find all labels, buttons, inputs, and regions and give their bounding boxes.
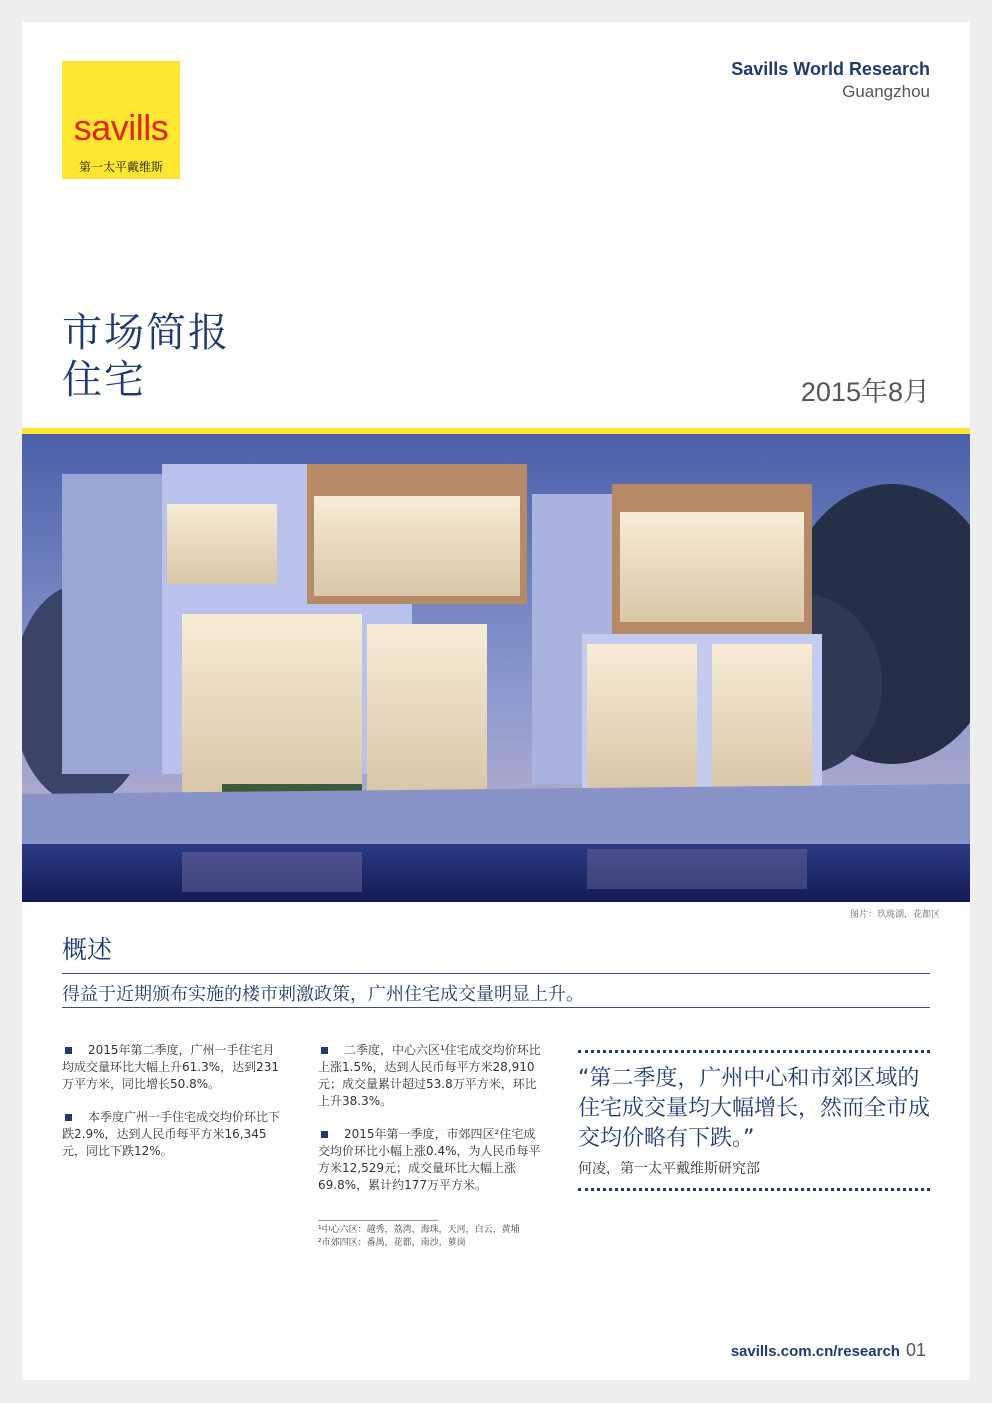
- bullet-text: 本季度广州一手住宅成交均价环比下跌2.9%，达到人民币每平方米16,345元，同比下跌12%。: [62, 1110, 281, 1158]
- bullet-text: 2015年第二季度，广州一手住宅月均成交量环比大幅上升61.3%，达到231万平方米，同比增长50.8%。: [62, 1043, 280, 1091]
- bullet-square-icon: [65, 1114, 72, 1121]
- summary-bullet: [318, 1042, 544, 1110]
- brand-title: Savills World Research: [731, 59, 930, 79]
- pull-quote: [578, 1050, 930, 1191]
- overview-lead: 得益于近期颁布实施的楼市刺激政策，广州住宅成交量明显上升。: [62, 984, 584, 1005]
- footnote-2: ²市郊四区：番禺，花都，南沙，萝岗: [318, 1238, 466, 1248]
- bullet-square-icon: [321, 1131, 328, 1138]
- footnote-1: ¹中心六区：越秀，荔湾，海珠，天河，白云，黄埔: [318, 1225, 520, 1235]
- report-page: [22, 22, 970, 1380]
- bullet-square-icon: [65, 1047, 72, 1054]
- lead-rule-top: [62, 973, 930, 974]
- summary-bullet: [62, 1042, 286, 1093]
- overview-heading: 概述: [62, 935, 113, 964]
- lead-rule-bottom: [62, 1007, 930, 1008]
- summary-column-2: [318, 1042, 544, 1210]
- footer-url[interactable]: savills.com.cn/research: [730, 1343, 900, 1360]
- hero-villa-photo: [22, 434, 970, 902]
- footnote-rule: [318, 1220, 438, 1221]
- bullet-text: 2015年第一季度，市郊四区²住宅成交均价环比小幅上涨0.4%，为人民币每平方米12,529元；成交量环比大幅上涨69.8%，累计约177万平方米。: [318, 1127, 541, 1192]
- logo-wordmark: savills: [73, 107, 169, 148]
- bullet-square-icon: [321, 1047, 328, 1054]
- footnotes: [318, 1224, 520, 1250]
- quote-dotted-rule-top: [578, 1050, 930, 1053]
- bullet-text: 二季度，中心六区¹住宅成交均价环比上涨1.5%，达到人民币每平方米28,910元；成交量累计超过53.8万平方米，环比上升38.3%。: [318, 1043, 541, 1108]
- report-date: 2015年8月: [800, 377, 930, 407]
- quote-dotted-rule-bottom: [578, 1188, 930, 1191]
- page-number: 01: [905, 1340, 926, 1360]
- summary-column-1: [62, 1042, 286, 1176]
- brand-city: Guangzhou: [842, 82, 930, 101]
- photo-caption: 图片：玖珑湖，花都区: [849, 910, 940, 920]
- summary-bullet: [62, 1109, 286, 1160]
- brand-block: [731, 58, 930, 103]
- savills-logo: [62, 61, 180, 179]
- logo-chinese-name: 第一太平戴维斯: [78, 160, 163, 174]
- summary-bullet: [318, 1126, 544, 1194]
- quote-text: “第二季度，广州中心和市郊区域的住宅成交量均大幅增长，然而全市成交均价略有下跌。”: [578, 1066, 931, 1151]
- page-footer: [731, 1340, 926, 1361]
- report-title-line1: 市场简报: [62, 310, 230, 356]
- quote-author: 何凌，第一太平戴维斯研究部: [578, 1161, 760, 1177]
- report-title: [62, 310, 230, 404]
- report-title-line2: 住宅: [62, 357, 146, 403]
